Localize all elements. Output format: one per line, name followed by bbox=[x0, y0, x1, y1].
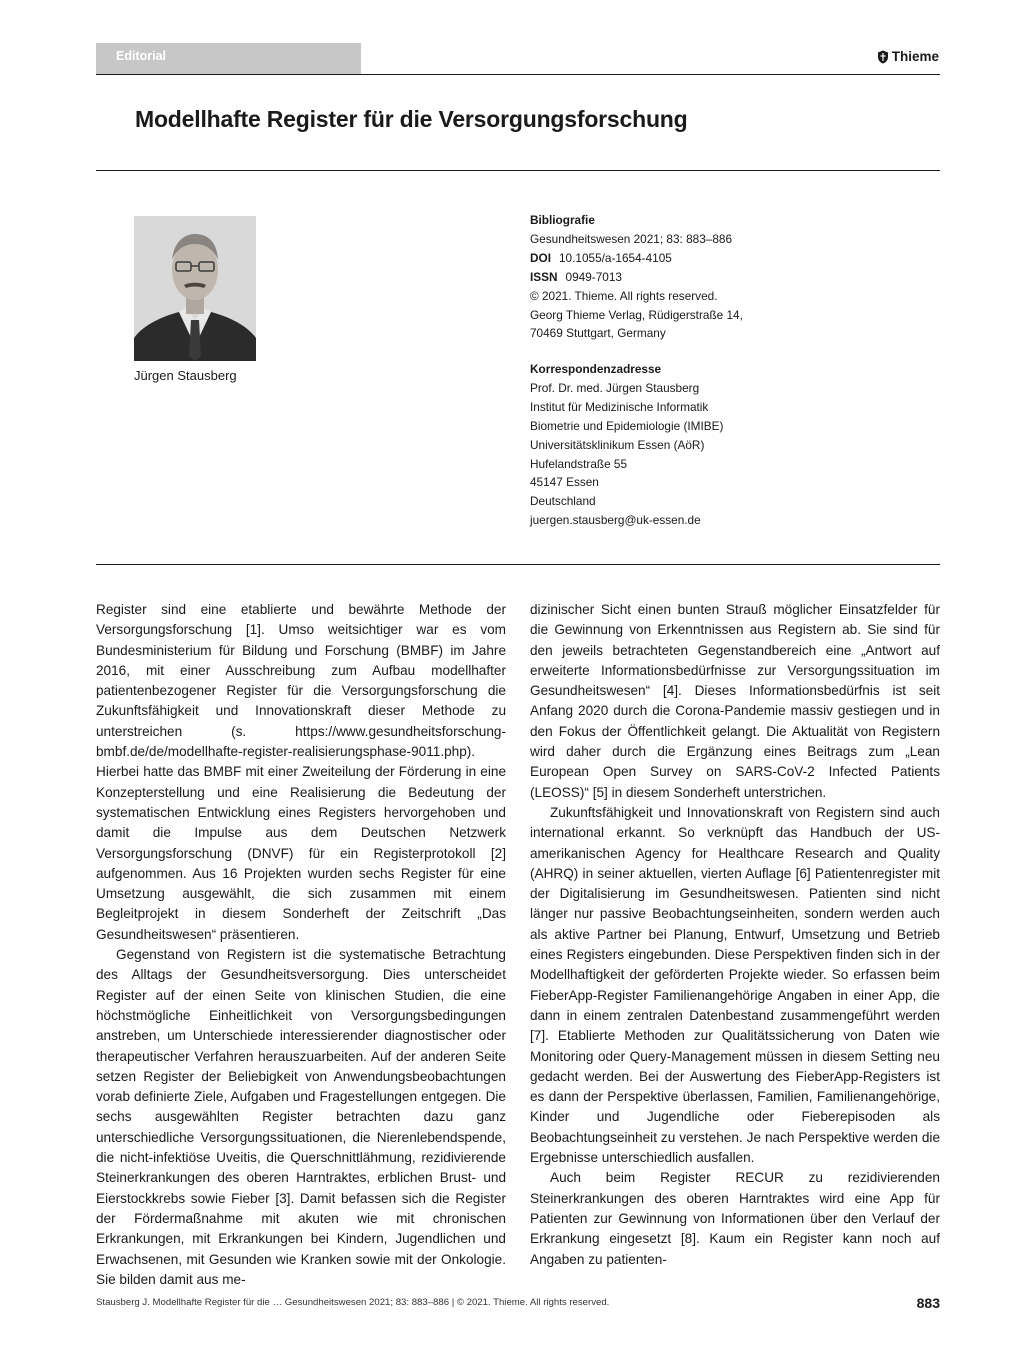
body-column-left bbox=[96, 600, 506, 1290]
doi-label: DOI bbox=[530, 250, 551, 265]
bibliography-heading: Bibliografie bbox=[530, 213, 595, 227]
body-paragraph: dizinischer Sicht einen bunten Strauß möglicher Einsatzfelder für die Gewinnung von Erkenntnissen aus Registern ab. Sie sind für den jeweils betrachteten Gegenstandbereich eine „Antwort auf erweiterte Informationsbedürfnisse zur Versorgungssituation im Gesundheitswesen“ [4]. Dieses Informationsbedürfnis ist seit Anfang 2020 durch die Corona-Pandemie massiv gestiegen und in den Fokus der Öffentlichkeit gelangt. Die Aktualität von Registern wird daher durch die Ergänzung eines Beitrags zum „Lean European Open Survey on SARS-CoV-2 Infected Patients (LEOSS)“ [5] in diesem Sonderheft unterstrichen. bbox=[530, 602, 940, 800]
metadata-divider bbox=[96, 564, 940, 565]
correspondence-country: Deutschland bbox=[530, 494, 596, 509]
correspondence-heading: Korrespondenzadresse bbox=[530, 362, 662, 376]
body-paragraph: Zukunftsfähigkeit und Innovationskraft von Registern sind auch international erkannt. So verknüpft das Handbuch der US-amerikanischen Agency for Healthcare Research and Quality (AHRQ) in seiner aktuellen, vierten Auflage [6] Patientenregister mit der Digitalisierung im Gesundheitswesen. Patienten sind nicht länger nur passive Beobachtungseinheiten, sondern werden auch als aktive Partner bei Planung, Entwurf, Umsetzung und Betrieb eines Registers eingebunden. Diese Perspektiven finden sich in der Modellhaftigkeit der geförderten Projekte wieder. So erfassen beim FieberApp-Register Familienangehörige Angaben in einer App, die dann in einem zentralen Datenbestand zusammengeführt werden [7]. Etablierte Methoden zur Qualitätssicherung von Daten wie Monitoring oder Query-Management müssen in diesem Setting neu gedacht werden. Bei der Auswertung des FieberApp-Registers ist es dann der Perspektive überlassen, Familien, Familienangehörige, Kinder und Jugendliche oder Fieberepisoden als Beobachtungseinheit zu verstehen. Je nach Perspektive werden die Ergebnisse unterschiedlich ausfallen. bbox=[530, 804, 940, 1166]
article-title: Modellhafte Register für die Versorgungsforschung bbox=[135, 106, 688, 132]
correspondence-institute: Institut für Medizinische Informatik bbox=[530, 399, 709, 414]
page-number: 883 bbox=[916, 1295, 940, 1311]
correspondence-name: Prof. Dr. med. Jürgen Stausberg bbox=[530, 380, 700, 395]
publisher-address: Georg Thieme Verlag, Rüdigerstraße 14, bbox=[530, 307, 743, 322]
correspondence-hospital: Universitätsklinikum Essen (AöR) bbox=[530, 437, 705, 452]
bibliography-block bbox=[530, 211, 743, 343]
copyright: © 2021. Thieme. All rights reserved. bbox=[530, 288, 718, 303]
body-column-right bbox=[530, 600, 940, 1270]
correspondence-department: Biometrie und Epidemiologie (IMIBE) bbox=[530, 418, 724, 433]
correspondence-block bbox=[530, 360, 723, 530]
publisher-logo bbox=[877, 49, 939, 64]
footer-citation: Stausberg J. Modellhafte Register für die … Gesundheitswesen 2021; 83: 883–886 | © 2021. Thieme. All rights reserved. bbox=[96, 1297, 610, 1308]
issn-label: ISSN bbox=[530, 269, 558, 284]
author-caption: Jürgen Stausberg bbox=[134, 368, 237, 383]
body-paragraph: Auch beim Register RECUR zu rezidivierenden Steinerkrankungen des oberen Harntraktes wird eine App für Patienten zur Gewinnung von Informationen über den Verlauf der Erkrankung eingesetzt [8]. Kaum ein Register kann noch auf Angaben zu patienten- bbox=[530, 1170, 940, 1267]
header-divider bbox=[96, 74, 940, 75]
publisher-city: 70469 Stuttgart, Germany bbox=[530, 326, 666, 341]
citation: Gesundheitswesen 2021; 83: 883–886 bbox=[530, 231, 733, 246]
doi-value: 10.1055/a-1654-4105 bbox=[558, 250, 672, 265]
correspondence-city: 45147 Essen bbox=[530, 475, 599, 490]
body-paragraph: Register sind eine etablierte und bewährte Methode der Versorgungsforschung [1]. Umso weitsichtiger war es vom Bundesministerium für Bildung und Forschung (BMBF) im Jahre 2016, mit einer Ausschreibung zum Aufbau modellhafter patientenbezogener Register für die Versorgungsforschung die Zukunftsfähigkeit und Innovationskraft dieser Methode zu unterstreichen (s. https://www.gesundheitsforschung-bmbf.de/de/modellhafte-register-realisierungsphase-9011.php). Hierbei hatte das BMBF mit einer Zweiteilung der Förderung in eine Konzepterstellung und eine Realisierung die Bedeutung der systematischen Entwicklung eines Registers hervorgehoben und damit die Impulse aus dem Deutschen Netzwerk Versorgungsforschung (DNVF) für ein Registerprotokoll [2] aufgenommen. Aus 16 Projekten wurden sechs Register für eine Umsetzung ausgewählt, die sich zusammen mit einem Begleitprojekt in diesem Sonderheft der Zeitschrift „Das Gesundheitswesen“ präsentieren. bbox=[96, 602, 506, 942]
correspondence-email[interactable]: juergen.stausberg@uk-essen.de bbox=[530, 513, 701, 528]
doi-line bbox=[530, 249, 743, 268]
issn-line bbox=[530, 268, 743, 287]
correspondence-street: Hufelandstraße 55 bbox=[530, 456, 628, 471]
title-divider bbox=[96, 170, 940, 171]
issn-value: 0949-7013 bbox=[565, 269, 622, 284]
thieme-crest-icon bbox=[877, 50, 889, 64]
body-paragraph: Gegenstand von Registern ist die systematische Betrachtung des Alltags der Gesundheitsversorgung. Dies unterscheidet Register auf der einen Seite von klinischen Studien, die eine höchstmögliche Einheitlichkeit von Versorgungsbedingungen anstreben, um Unterschiede interessierender diagnostischer oder therapeutischer Verfahren herauszuarbeiten. Auf der anderen Seite setzen Register der Beliebigkeit von Anwendungsbeobachtungen vorab definierte Ziele, Aufgaben und Fragestellungen entgegen. Die sechs ausgewählten Register betrachten dazu ganz unterschiedliche Versorgungssituationen, die Nierenlebendspende, die nicht-infektiöse Uveitis, die Querschnittlähmung, rezidivierende Steinerkrankungen des oberen Harntraktes, erblichen Brust- und Eierstockkrebs sowie Fieber [3]. Damit befassen sich die Register der Fördermaßnahme mit akuten wie mit chronischen Erkrankungen, mit Erkrankungen bei Kindern, Jugendlichen und Erwachsenen, mit Gesunden wie Kranken sowie mit der Onkologie. Sie bilden damit aus me- bbox=[96, 947, 506, 1287]
author-photo bbox=[134, 216, 256, 361]
section-label: Editorial bbox=[96, 43, 361, 74]
publisher-name: Thieme bbox=[891, 49, 939, 64]
